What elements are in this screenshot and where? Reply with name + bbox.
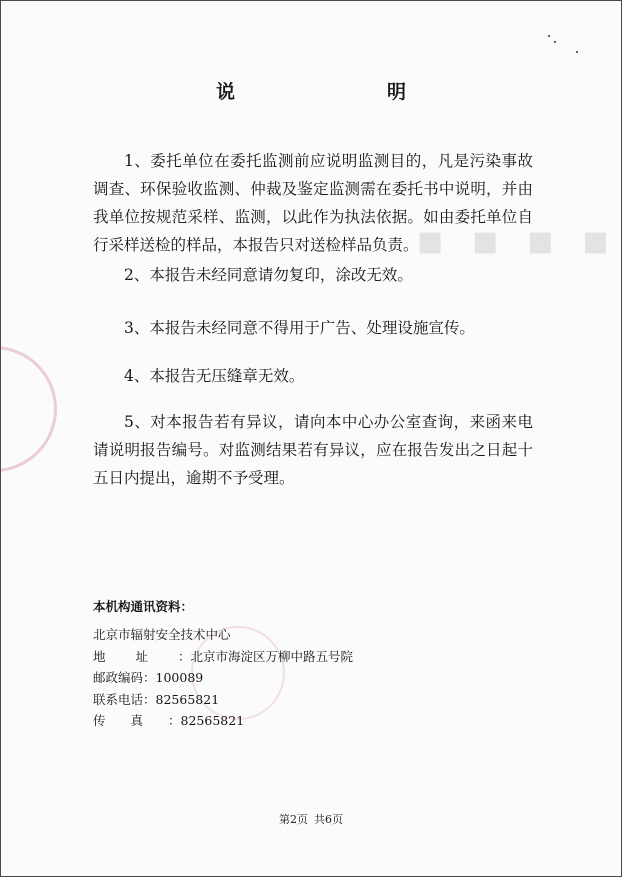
scan-speck — [554, 41, 556, 43]
page-title: 说 明 — [215, 81, 444, 103]
colon: ： — [143, 670, 156, 685]
address-value: 北京市海淀区万柳中路五号院 — [190, 648, 354, 664]
seal-stamp-partial — [0, 346, 57, 472]
phone-label: 联系电话 — [93, 691, 144, 707]
org-name: 北京市辐射安全技术中心 — [93, 627, 231, 642]
fax-line — [93, 710, 513, 732]
clause-1: 1、委托单位在委托监测前应说明监测目的，凡是污染事故调查、环保验收监测、仲裁及鉴定监测需在委托书中说明，并由我单位按规范采样、监测，以此作为执法依据。如由委托单位自行采样送检的样品，本报告只对送检样品负责。 — [93, 152, 533, 254]
postal-value: 100089 — [155, 670, 204, 685]
postal-label: 邮政编码 — [93, 670, 144, 685]
fax-value: 82565821 — [180, 713, 245, 728]
postal-line — [93, 667, 513, 689]
bleed-through-ghost-text: ▪ ▪ ▪ ▪ — [416, 215, 616, 264]
contact-info-block — [93, 597, 513, 732]
page-number — [1, 811, 621, 827]
address-line — [93, 646, 513, 668]
clause-2: 2、本报告未经同意请勿复印，涂改无效。 — [124, 266, 413, 284]
phone-line — [93, 689, 513, 711]
address-label: 地址 — [93, 648, 179, 664]
phone-value: 82565821 — [155, 691, 220, 707]
colon: ： — [178, 648, 191, 664]
page-total: 共6页 — [314, 813, 343, 826]
colon: ： — [143, 691, 156, 707]
colon: ： — [168, 713, 181, 728]
contact-heading: 本机构通讯资料： — [93, 599, 194, 614]
scan-speck — [576, 51, 578, 53]
page-current: 第2页 — [279, 813, 308, 826]
fax-label: 传真 — [93, 713, 169, 728]
clause-4: 4、本报告无压缝章无效。 — [124, 367, 305, 385]
clause-5: 5、对本报告若有异议，请向本中心办公室查询，来函来电请说明报告编号。对监测结果若有异议，应在报告发出之日起十五日内提出，逾期不予受理。 — [93, 413, 533, 487]
clause-3: 3、本报告未经同意不得用于广告、处理设施宣传。 — [124, 319, 475, 337]
scan-speck — [548, 35, 550, 37]
